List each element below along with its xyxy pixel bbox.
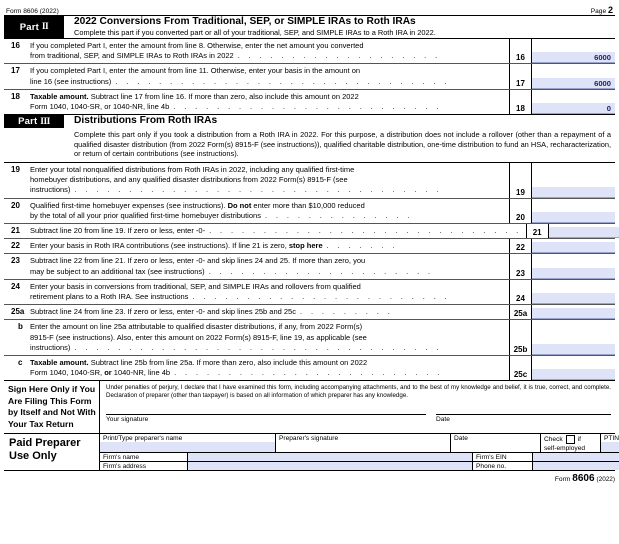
line-17-text-a: If you completed Part I, enter the amount from line 11. Otherwise, enter your basis in the amount on	[30, 66, 361, 76]
line-16-text-b: from traditional, SEP, and SIMPLE IRAs to Roth IRAs in 2022	[30, 51, 234, 61]
signature-lines	[106, 414, 611, 423]
line-18-text-a: Subtract line 17 from line 16. If more than zero, also include this amount on 2022	[88, 91, 359, 101]
line-20-text-a-wrap	[30, 201, 505, 211]
preparer-row-3	[100, 462, 619, 470]
line-18-box-number: 18	[509, 90, 531, 114]
line-25b-amount-input[interactable]	[532, 344, 615, 355]
date-label: Date	[436, 416, 450, 424]
paid-preparer-section	[4, 434, 619, 471]
preparer-row-1	[100, 434, 619, 453]
dot-leader: . . . . . . . . . . . . . . . . . . .	[237, 51, 441, 61]
line-23-box-number: 23	[509, 254, 531, 278]
preparer-name-cell[interactable]	[100, 434, 276, 452]
line-25b-text-b: 8915-F (see instructions). Also, enter this amount on 2022 Form(s) 8915-F, line 19, as applicable (see	[30, 332, 367, 342]
form-line-21	[4, 224, 615, 239]
phone-label: Phone no.	[476, 463, 507, 471]
line-23-amount-cell[interactable]	[531, 254, 615, 278]
line-20-amount-input[interactable]	[532, 212, 615, 223]
line-25c-amount-input[interactable]	[532, 369, 615, 380]
line-18-amount-input[interactable]: 0	[532, 103, 615, 114]
part-3-tag-label: Part	[18, 116, 38, 128]
part-3-banner	[4, 114, 615, 128]
part-2-tag-numeral: II	[41, 22, 49, 32]
line-20-text-b: by the total of all your prior qualified first-time homebuyer distributions	[30, 210, 261, 220]
dot-leader: . . . . . . . . . . . . . . . . . . . . .	[208, 266, 434, 276]
form-line-23	[4, 254, 615, 279]
line-25b-text-a: Enter the amount on line 25a attributable to qualified disaster distributions, if any, from 2022 Form(s)	[30, 322, 363, 332]
line-24-number: 24	[11, 281, 20, 291]
line-21-text	[30, 224, 526, 238]
form-reference: Form 8606 (2022)	[6, 8, 59, 15]
line-19-text-b: homebuyer distributions, and any qualified disaster distributions from 2022 Form(s) 8915-F (see	[30, 175, 348, 185]
line-18-number: 18	[11, 91, 20, 101]
line-25c-amount-cell[interactable]	[531, 356, 615, 380]
firm-address-label: Firm's address	[103, 463, 147, 471]
firm-address-label-cell	[100, 462, 188, 470]
line-16-amount-cell[interactable]	[531, 39, 615, 63]
ptin-input[interactable]	[601, 442, 619, 452]
self-employed-check-row[interactable]	[541, 434, 600, 444]
signature-label: Your signature	[106, 416, 149, 424]
dot-leader: . . . . . . . . . . . . . . . . . . . . . . . . . . . . . . . . . .	[74, 342, 442, 352]
line-22-amount-cell[interactable]	[531, 239, 615, 253]
line-25c-text-b-tail: 1040-NR, line 4b	[111, 368, 171, 378]
part-2-tag-label: Part	[19, 21, 40, 33]
line-19-text	[30, 163, 509, 198]
line-22-amount-input[interactable]	[532, 242, 615, 253]
line-24-amount-cell[interactable]	[531, 280, 615, 304]
paid-preparer-fields	[100, 434, 619, 470]
line-22-text	[30, 239, 509, 253]
preparer-signature-label: Preparer's signature	[279, 435, 339, 443]
line-16-number: 16	[11, 41, 20, 50]
page-header	[4, 0, 615, 15]
dot-leader: . . . . . . . . . . . . . . . . . . . . . . . . .	[173, 102, 442, 112]
line-25c-text-a-wrap	[30, 358, 505, 368]
part-2-heading	[64, 16, 615, 38]
part-2-lines	[4, 38, 615, 114]
page-number: 2	[607, 5, 613, 15]
line-20-text-a-tail: enter more than $10,000 reduced	[251, 200, 365, 210]
line-19-amount-input[interactable]	[532, 187, 615, 198]
line-24-box-number: 24	[509, 280, 531, 304]
line-23-text	[30, 254, 509, 278]
line-25c-text-b-wrap	[30, 368, 170, 378]
form-line-20	[4, 199, 615, 224]
self-employed-checkbox-icon[interactable]	[566, 435, 575, 444]
line-25c-text-a: Subtract line 25b from line 25a. If more than zero, also include this amount on 2022	[88, 358, 368, 368]
footer-year: (2022)	[596, 476, 615, 484]
ptin-label: PTIN	[604, 435, 619, 443]
signature-section	[4, 380, 615, 434]
line-25b-box-number: 25b	[509, 320, 531, 355]
part-2-banner	[4, 15, 615, 38]
firm-address-input[interactable]	[188, 462, 473, 470]
line-23-amount-input[interactable]	[532, 268, 615, 279]
dot-leader: . . . . . . . . .	[299, 307, 394, 317]
line-18-text-b: Form 1040, 1040-SR, or 1040-NR, line 4b	[30, 102, 170, 112]
page-label: Page	[590, 8, 607, 15]
line-16-box-number: 16	[509, 39, 531, 63]
preparer-name-input[interactable]	[100, 442, 275, 452]
signature-area	[100, 381, 615, 433]
dot-leader: . . . . . . . . . . . . . .	[264, 210, 414, 220]
preparer-date-cell[interactable]	[451, 434, 541, 452]
line-19-number: 19	[11, 165, 20, 174]
line-21-text-b: Subtract line 20 from line 19. If zero or less, enter -0-	[30, 226, 206, 236]
line-22-number: 22	[11, 241, 20, 251]
paid-preparer-heading: Paid Preparer Use Only	[4, 434, 100, 470]
firm-name-input[interactable]	[188, 453, 473, 461]
line-25c-number: c	[18, 358, 23, 368]
part-3-tag	[4, 115, 64, 128]
dot-leader: . . . . . . . . . . . . . . . . . . . . . . . . . . . . . . . . . .	[74, 185, 442, 195]
line-20-amount-cell[interactable]	[531, 199, 615, 223]
line-20-text	[30, 199, 509, 223]
line-24-text-a: Enter your basis in conversions from traditional, SEP, and SIMPLE IRAs and rollovers from qualified	[30, 281, 361, 291]
line-22-text-b-bold: stop here	[288, 241, 323, 251]
self-employed-if-label: if	[577, 436, 581, 444]
part-3-heading	[64, 115, 615, 128]
page-indicator	[591, 5, 613, 15]
line-25c-text-b-bold: or	[104, 368, 112, 378]
dot-leader: . . . . . . . . . . . . . . . . . . . . . . . . . . . . .	[209, 226, 522, 236]
preparer-date-input[interactable]	[451, 442, 540, 452]
line-25c-text-b: Form 1040, 1040-SR,	[30, 368, 105, 378]
line-25b-text-c: instructions)	[30, 342, 71, 352]
line-21-number: 21	[11, 226, 20, 236]
line-17-text-b: line 16 (see instructions)	[30, 76, 112, 86]
form-line-18	[4, 90, 615, 114]
dot-leader: . . . . . . .	[326, 241, 398, 251]
part-3-title: Distributions From Roth IRAs	[74, 115, 218, 127]
self-employed-label: self-employed	[544, 445, 586, 453]
line-24-text-b: retirement plans to a Roth IRA. See instructions	[30, 292, 189, 302]
page-footer	[4, 471, 615, 484]
part-3-lines	[4, 162, 615, 380]
footer-form-word: Form	[554, 476, 571, 484]
line-23-number: 23	[11, 256, 20, 266]
line-17-number: 17	[11, 66, 20, 76]
preparer-signature-cell[interactable]	[276, 434, 451, 452]
dot-leader: . . . . . . . . . . . . . . . . . . . . . . . . . . . . . . .	[115, 76, 450, 86]
phone-input[interactable]	[533, 462, 619, 470]
form-line-25a	[4, 305, 615, 320]
line-25a-text	[30, 305, 509, 319]
footer-form-number: 8606	[572, 473, 595, 485]
preparer-signature-input[interactable]	[276, 442, 450, 452]
form-line-25b	[4, 320, 615, 356]
line-16-amount-input[interactable]: 6000	[532, 52, 615, 63]
line-19-amount-cell[interactable]	[531, 163, 615, 198]
line-20-text-a: Qualified first-time homebuyer expenses (see instructions).	[30, 200, 228, 210]
line-17-amount-cell[interactable]	[531, 64, 615, 88]
line-22-text-b: Enter your basis in Roth IRA contributions (see instructions). If line 21 is zero,	[30, 241, 289, 251]
part-3-instructions: Complete this part only if you took a distribution from a Roth IRA in 2022. For this purpose, a distribution does not include a rollover (other than a repayment of a qualified disaster distribution (from 2022 Form(s) 8915-F (see instructions)), qualified charitable distribution, one-time distribution to fund an HSA, recharacterization, or return of certain contributions (see instructions).	[74, 130, 611, 159]
line-17-box-number: 17	[509, 64, 531, 88]
form-line-22	[4, 239, 615, 254]
line-25a-amount-input[interactable]	[532, 308, 615, 319]
line-25b-number: b	[18, 322, 23, 332]
line-23-text-a: Subtract line 22 from line 21. If zero or less, enter -0- and skip lines 24 and 25. If more than zero, you	[30, 256, 366, 266]
form-line-17	[4, 64, 615, 89]
line-25a-box-number: 25a	[509, 305, 531, 319]
perjury-statement: Under penalties of perjury, I declare that I have examined this form, including accompanying attachments, and to the best of my knowledge and belief, it is true, correct, and complete. Declaration of preparer (other than taxpayer) is based on all information of which preparer has any knowledge.	[106, 384, 611, 400]
line-18-text-a-wrap	[30, 92, 505, 102]
line-16-text	[30, 39, 509, 63]
line-20-text-a-bold: Do not	[227, 200, 252, 210]
line-21-amount-cell[interactable]	[548, 224, 619, 238]
part-2-subtitle: Complete this part if you converted part or all of your traditional, SEP, and SIMPLE IRAs to a Roth IRA in 2022.	[74, 28, 436, 37]
preparer-name-label: Print/Type preparer's name	[103, 435, 183, 443]
part-2-title: 2022 Conversions From Traditional, SEP, or SIMPLE IRAs to Roth IRAs	[74, 16, 416, 27]
part-3-tag-numeral: III	[40, 116, 50, 127]
line-18-text	[30, 90, 509, 114]
line-19-text-a: Enter your total nonqualified distributions from Roth IRAs in 2022, including any qualified first-time	[30, 165, 355, 174]
firm-name-label: Firm's name	[103, 454, 140, 462]
preparer-row-2	[100, 453, 619, 462]
firm-ein-label: Firm's EIN	[476, 454, 507, 462]
line-25b-amount-cell[interactable]	[531, 320, 615, 355]
form-line-25c	[4, 356, 615, 380]
taxpayer-signature-field[interactable]	[106, 414, 426, 423]
line-25b-text	[30, 320, 509, 355]
line-25c-text-a-bold: Taxable amount.	[30, 358, 89, 368]
form-line-19	[4, 163, 615, 199]
form-line-24	[4, 280, 615, 305]
line-25a-text-b: Subtract line 24 from line 23. If zero or less, enter -0- and skip lines 25b and 25c	[30, 307, 296, 317]
line-17-text	[30, 64, 509, 88]
line-22-text-b-wrap	[30, 241, 323, 251]
line-19-box-number: 19	[509, 163, 531, 198]
line-18-text-a-bold: Taxable amount.	[30, 91, 89, 101]
line-20-box-number: 20	[509, 199, 531, 223]
phone-label-cell	[473, 462, 533, 470]
line-21-box-number: 21	[526, 224, 548, 238]
dot-leader: . . . . . . . . . . . . . . . . . . . . . . . .	[192, 292, 451, 302]
line-24-amount-input[interactable]	[532, 293, 615, 304]
sign-here-heading: Sign Here Only if You Are Filing This Form by Itself and Not With Your Tax Return	[4, 381, 100, 433]
form-line-16	[4, 39, 615, 64]
firm-name-label-cell	[100, 453, 188, 461]
ptin-cell[interactable]	[601, 434, 619, 452]
line-25a-number: 25a	[11, 307, 25, 317]
line-17-amount-input[interactable]: 6000	[532, 78, 615, 89]
line-16-text-a: If you completed Part I, enter the amount from line 8. Otherwise, enter the net amount you converted	[30, 41, 364, 50]
line-18-amount-cell[interactable]	[531, 90, 615, 114]
signature-date-field[interactable]	[436, 414, 611, 423]
self-employed-cell[interactable]	[541, 434, 601, 452]
line-21-amount-input[interactable]	[549, 227, 619, 238]
firm-ein-label-cell	[473, 453, 533, 461]
line-23-text-b: may be subject to an additional tax (see instructions)	[30, 266, 205, 276]
line-22-box-number: 22	[509, 239, 531, 253]
line-19-text-c: instructions)	[30, 185, 71, 195]
part-2-tag	[4, 16, 64, 38]
line-24-text	[30, 280, 509, 304]
line-25a-amount-cell[interactable]	[531, 305, 615, 319]
dot-leader: . . . . . . . . . . . . . . . . . . . . . . . . .	[174, 368, 443, 378]
self-employed-check-label: Check	[544, 436, 563, 444]
preparer-date-label: Date	[454, 435, 468, 443]
line-25c-box-number: 25c	[509, 356, 531, 380]
line-25c-text	[30, 356, 509, 380]
firm-ein-input[interactable]	[533, 453, 619, 461]
line-20-number: 20	[11, 200, 20, 210]
